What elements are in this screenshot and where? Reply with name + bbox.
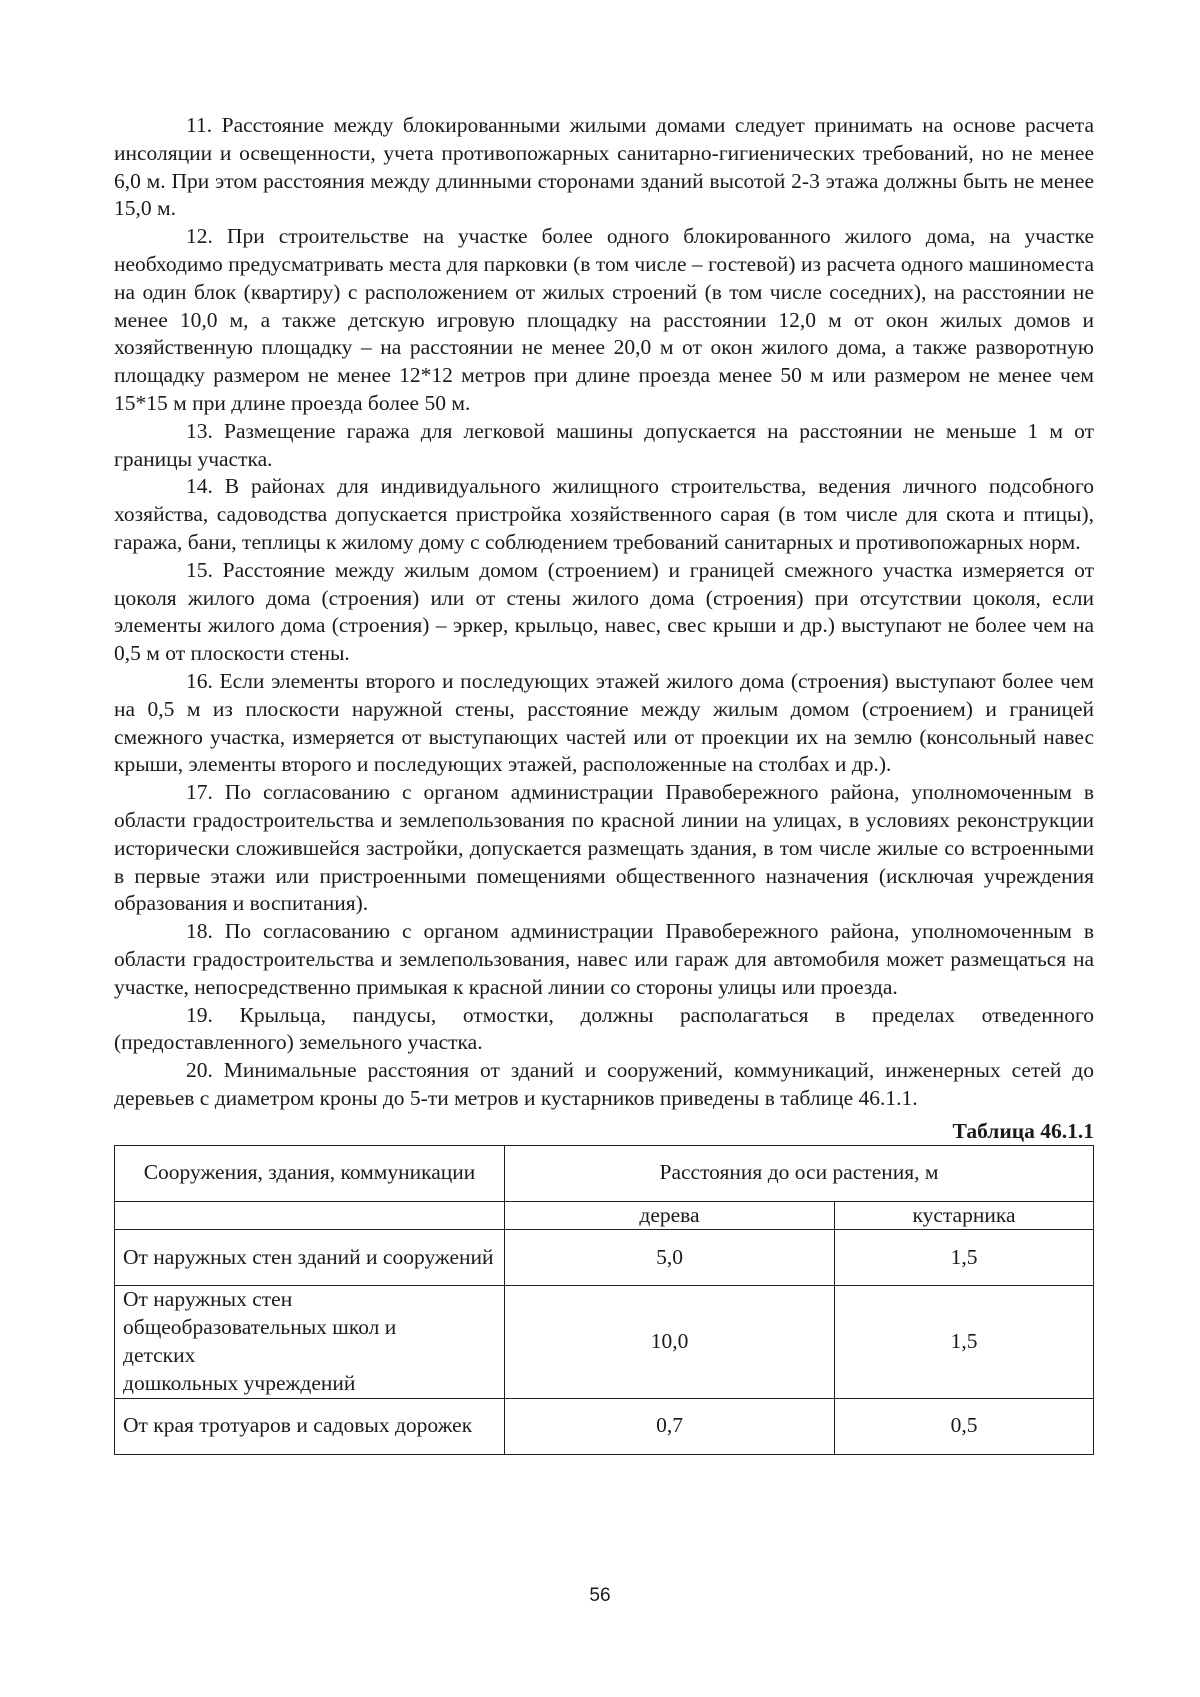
- paragraph-18: 18. По согласованию с органом администрации Правобережного района, уполномоченным в области градостроительства и землепользования, навес или гараж для автомобиля может размещаться на участке, непосредственно примыкая к красной линии со стороны улицы или проезда.: [114, 919, 1094, 999]
- row-name-line: общеобразовательных школ и: [123, 1315, 397, 1340]
- row-name: От наружных стен зданий и сооружений: [115, 1230, 505, 1286]
- row-tree-value: 10,0: [505, 1286, 835, 1398]
- table-row: [115, 1230, 1094, 1286]
- row-tree-value: 0,7: [505, 1398, 835, 1454]
- subheader-shrub: кустарника: [835, 1201, 1094, 1230]
- table-caption: Таблица 46.1.1: [952, 1118, 1094, 1143]
- row-name-line: дошкольных учреждений: [123, 1370, 356, 1395]
- header-distances: Расстояния до оси растения, м: [505, 1145, 1094, 1201]
- paragraph-20: 20. Минимальные расстояния от зданий и сооружений, коммуникаций, инженерных сетей до деревьев с диаметром кроны до 5-ти метров и кустарников приведены в таблице 46.1.1.: [114, 1058, 1094, 1110]
- table-row: [115, 1286, 1094, 1398]
- paragraph-13: 13. Размещение гаража для легковой машины допускается на расстоянии не меньше 1 м от границы участка.: [114, 418, 1094, 471]
- table-subheader-row: [115, 1201, 1094, 1230]
- row-name: От края тротуаров и садовых дорожек: [115, 1398, 505, 1454]
- table-row: [115, 1398, 1094, 1454]
- document-page: [114, 112, 1094, 1455]
- row-name: [115, 1286, 505, 1398]
- paragraph-14: 14. В районах для индивидуального жилищного строительства, ведения личного подсобного хозяйства, садоводства допускается пристройка хозяйственного сарая (в том числе для скота и птицы), гаража, бани, теплицы к жилому дому с соблюдением требований санитарных и противопожарных норм.: [114, 474, 1094, 554]
- subheader-tree: дерева: [505, 1201, 835, 1230]
- distance-table: [114, 1145, 1094, 1455]
- row-shrub-value: 1,5: [835, 1286, 1094, 1398]
- row-tree-value: 5,0: [505, 1230, 835, 1286]
- row-name-line: детских: [123, 1343, 196, 1368]
- paragraph-15: 15. Расстояние между жилым домом (строением) и границей смежного участка измеряется от цоколя жилого дома (строения) или от стены жилого дома (строения) при отсутствии цоколя, если элементы жилого дома (строения) – эркер, крыльцо, навес, свес крыши и др.) выступают не более чем на 0,5 м от плоскости стены.: [114, 557, 1094, 666]
- paragraph-12: 12. При строительстве на участке более одного блокированного жилого дома, на участке необходимо предусматривать места для парковки (в том числе – гостевой) из расчета одного машиноместа на один блок (квартиру) с расположением от жилых строений (в том числе соседних), на расстоянии не менее 10,0 м, а также детскую игровую площадку на расстоянии 12,0 м от окон жилых домов и хозяйственную площадку – на расстоянии не менее 20,0 м от окон жилого дома, а также разворотную площадку размером не менее 12*12 метров при длине проезда менее 50 м или размером не менее чем 15*15 м при длине проезда более 50 м.: [114, 224, 1094, 415]
- paragraph-19: 19. Крыльца, пандусы, отмостки, должны располагаться в пределах отведенного (предоставленного) земельного участка.: [114, 1002, 1094, 1055]
- subheader-empty: [115, 1201, 505, 1230]
- paragraph-17: 17. По согласованию с органом администрации Правобережного района, уполномоченным в области градостроительства и землепользования по красной линии на улицах, в условиях реконструкции исторически сложившейся застройки, допускается размещать здания, в том числе жилые со встроенными в первые этажи или пристроенными помещениями общественного назначения (исключая учреждения образования и воспитания).: [114, 780, 1094, 916]
- row-shrub-value: 0,5: [835, 1398, 1094, 1454]
- page-number: 56: [589, 1585, 611, 1606]
- header-structures: Сооружения, здания, коммуникации: [115, 1145, 505, 1201]
- paragraph-11: 11. Расстояние между блокированными жилыми домами следует принимать на основе расчета инсоляции и освещенности, учета противопожарных санитарно-гигиенических требований, но не менее 6,0 м. При этом расстояния между длинными сторонами зданий высотой 2-3 этажа должны быть не менее 15,0 м.: [114, 113, 1094, 221]
- paragraph-16: 16. Если элементы второго и последующих этажей жилого дома (строения) выступают более чем на 0,5 м из плоскости наружной стены, расстояние между жилым домом (строением) и границей смежного участка, измеряется от выступающих частей или от проекции их на землю (консольный навес крыши, элементы второго и последующих этажей, расположенные на столбах и др.).: [114, 668, 1094, 777]
- table-header-row: [115, 1145, 1094, 1201]
- row-shrub-value: 1,5: [835, 1230, 1094, 1286]
- row-name-line: От наружных стен: [123, 1287, 293, 1312]
